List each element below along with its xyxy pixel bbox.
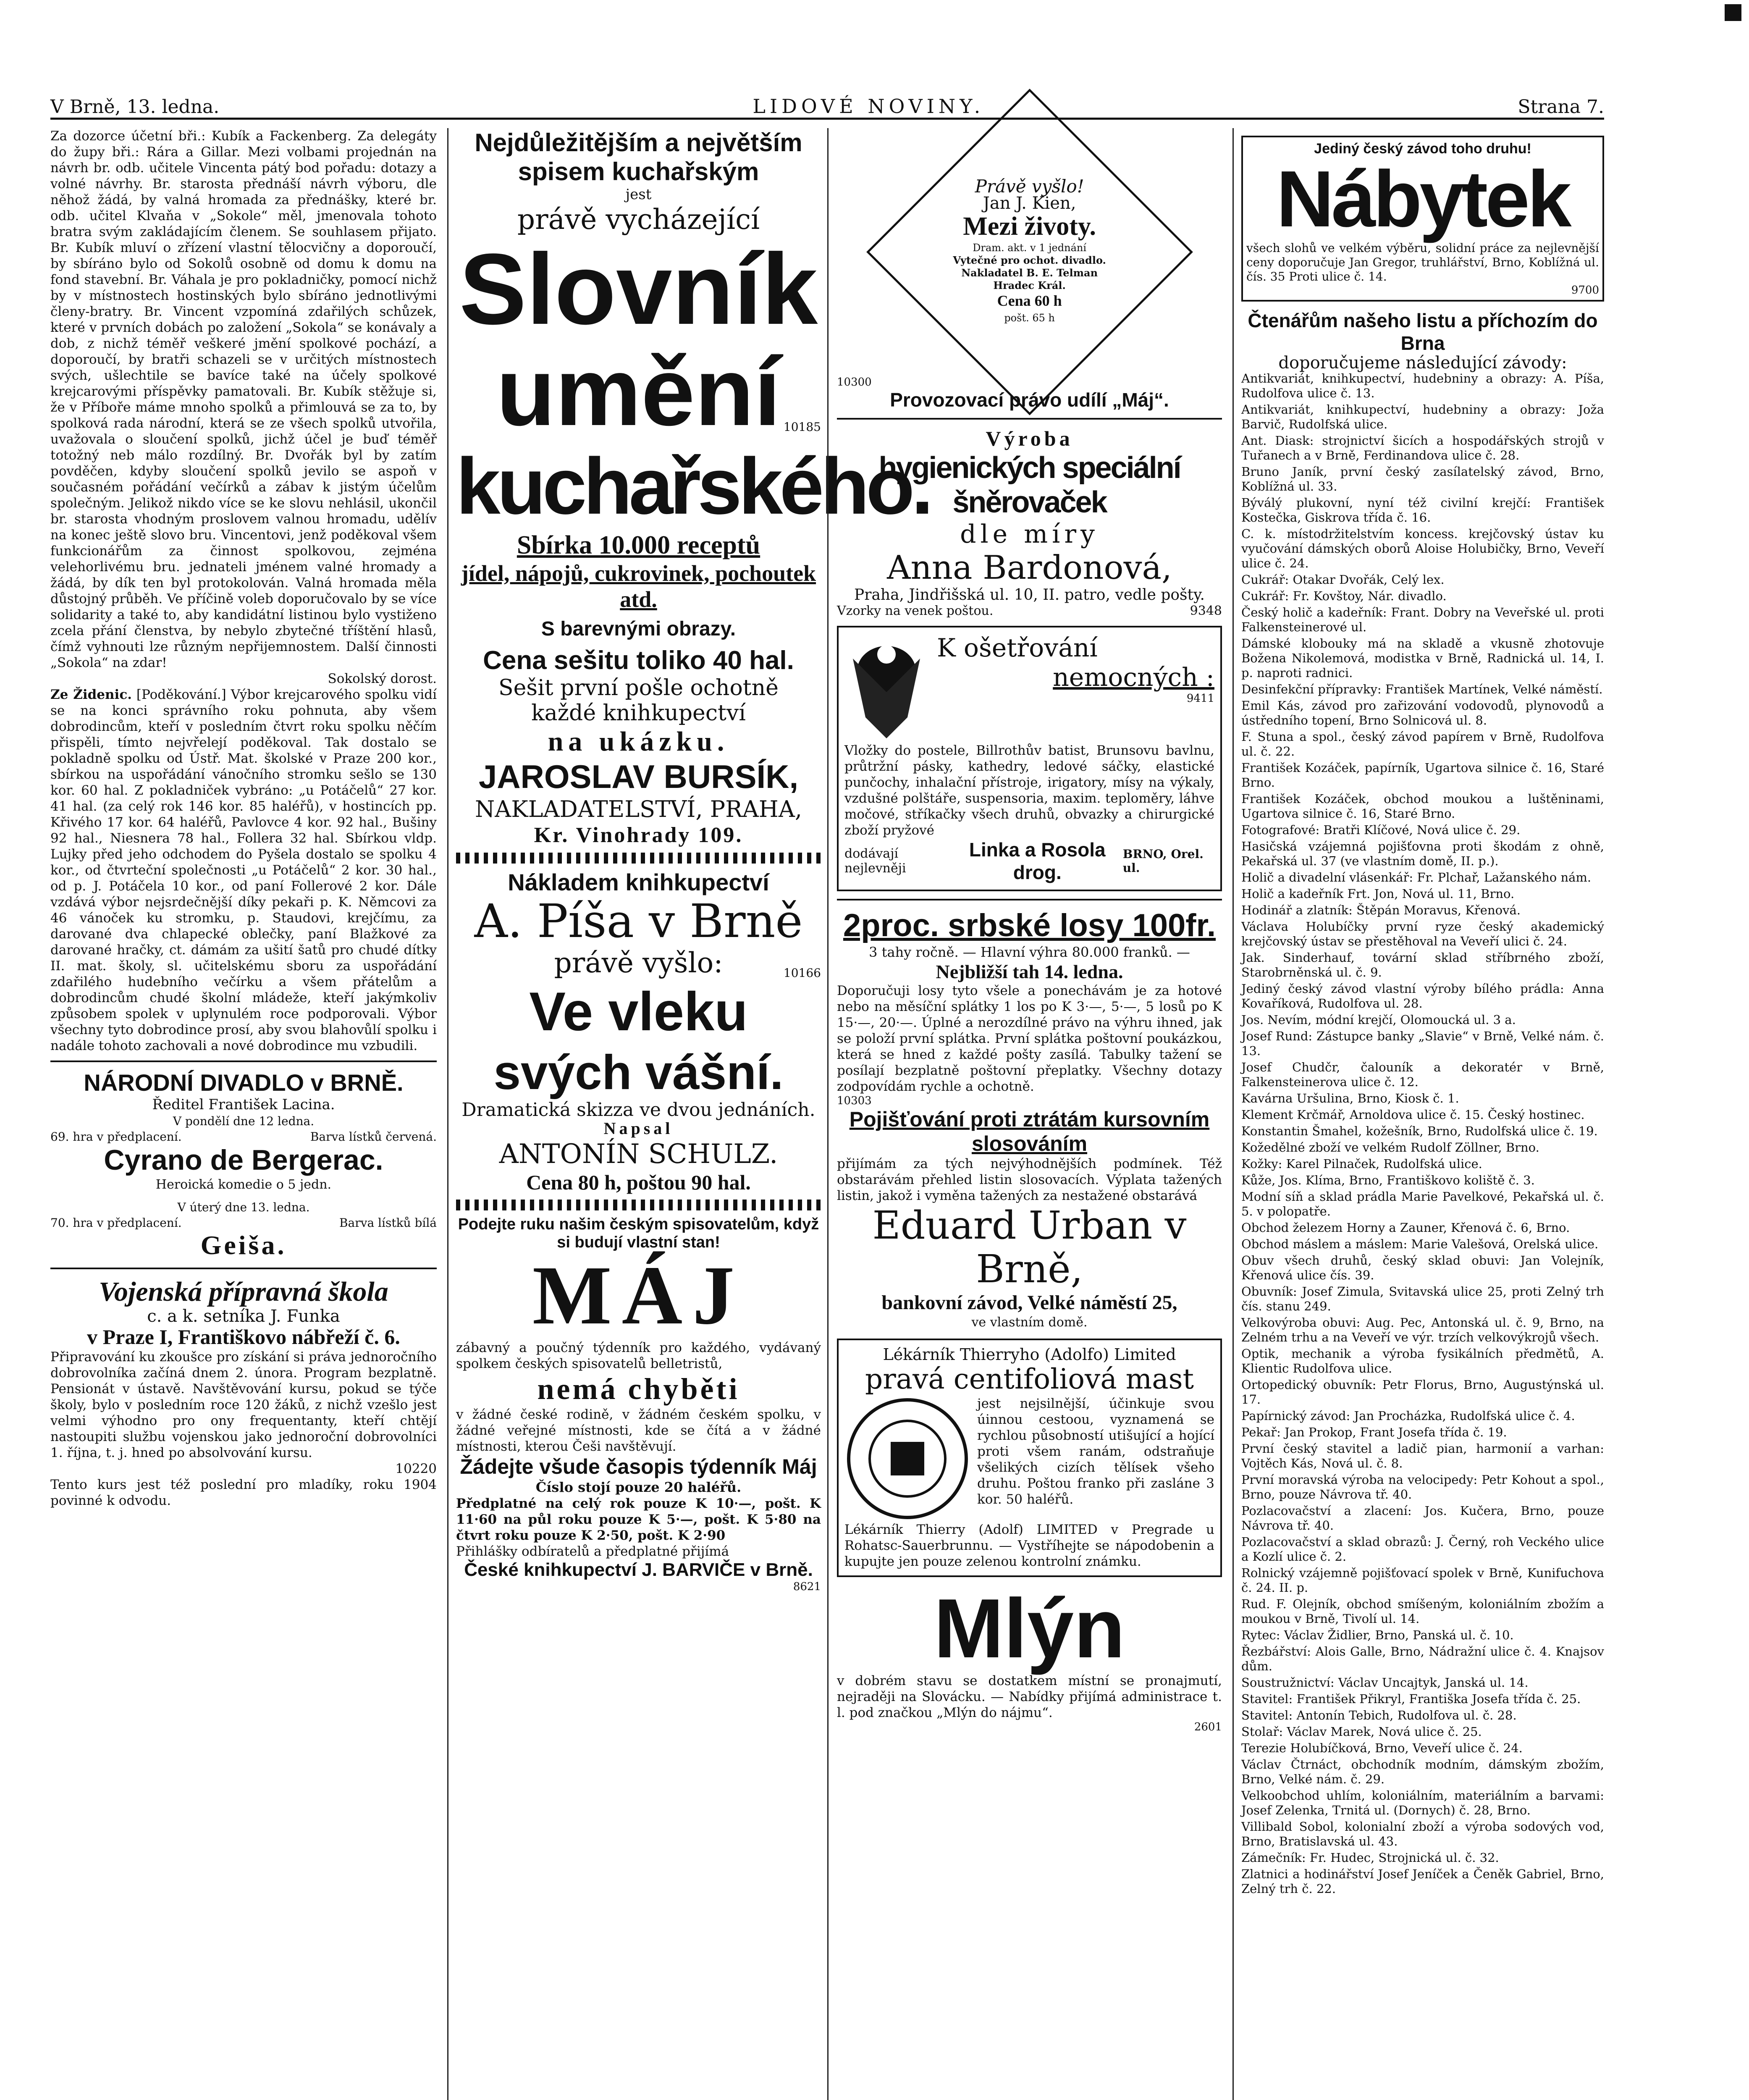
business-list-item: Obuv všech druhů, český sklad obuvi: Jan Volejník, Křenová ulice čís. 39. xyxy=(1241,1253,1604,1282)
maj-prihlasky: Přihlášky odbíratelů a předplatné přijímá xyxy=(456,1544,729,1559)
header-date: V Brně, 13. ledna. xyxy=(50,96,220,118)
nabytek-head: Jediný český závod toho druhu! xyxy=(1314,141,1531,157)
theatre-play2: Geiša. xyxy=(200,1230,287,1260)
losy-number: 10303 xyxy=(837,1095,872,1107)
mlyn-title: Mlýn xyxy=(933,1582,1125,1675)
school-number: 10220 xyxy=(395,1461,437,1476)
theatre-day1: V pondělí dne 12 ledna. xyxy=(173,1114,315,1128)
osetrovani-text: Vložky do postele, Billrothův batist, Brunsovu bavlnu, průtržní pásky, kathedry, ledové sáčky, elastické punčochy, inhalační přístroje, irigatory, mísy na výkaly, vzdušné polštáře, suspensoria, maxim. teploměry, láhve močové, stříkačky všech druhů, obvazky a chirurgické zboží pryžové xyxy=(844,743,1214,838)
business-list-item: Kožky: Karel Pilnaček, Rudolfská ulice. xyxy=(1241,1157,1482,1171)
thierry-ad xyxy=(837,1339,1222,1577)
eagle-icon xyxy=(844,633,928,743)
book-price: Cena 80 h, poštou 90 hal. xyxy=(526,1171,751,1194)
business-list-item: Stavitel: František Přikryl, Františka Josefa třída č. 25. xyxy=(1241,1692,1581,1706)
theatre-perf2: 70. hra v předplacení. xyxy=(50,1216,182,1230)
business-list-item: Kůže, Jos. Klíma, Brno, Františkovo koliště č. 3. xyxy=(1241,1173,1535,1187)
business-list-item: Fotografové: Bratři Klíčové, Nová ulice č. 29. xyxy=(1241,823,1521,837)
header-page: Strana 7. xyxy=(1518,96,1604,118)
article-zidenice-head: Ze Židenic. xyxy=(50,687,132,702)
losy-tahy: 3 tahy ročně. — Hlavní výhra 80.000 franků. — xyxy=(869,944,1190,960)
maj-nema: nemá chyběti xyxy=(537,1372,740,1406)
pojist-text: přijímám za tých nejvýhodnějších podmínek. Též obstarávám přehled listin slosovacích. Výplata tažených listin, jakož i vyměna tažených za nestažené obstarává xyxy=(837,1156,1222,1203)
nabytek-title: Nábytek xyxy=(1276,155,1569,244)
bardonova-dlemiry: dle míry xyxy=(960,520,1099,549)
business-list-item: Býválý plukovní, nyní též civilní krejčí: František Kostečka, Giskrova třída č. 16. xyxy=(1241,496,1604,525)
column-1 xyxy=(50,128,437,2100)
mezi-number: 10300 xyxy=(837,376,872,388)
ornament-rule xyxy=(456,853,821,864)
losy-nejblizsi: Nejbližší tah 14. ledna. xyxy=(936,961,1123,982)
mezi-desc2: Vytečné pro ochot. divadlo. xyxy=(953,254,1106,266)
maj-cislo: Číslo stojí pouze 20 haléřů. xyxy=(535,1479,742,1495)
business-list-item: Josef Chudčr, čalouník a dekoratér v Brně, Falkensteinerova ulice č. 12. xyxy=(1241,1060,1604,1089)
article-sokol-signature: Sokolský dorost. xyxy=(328,671,437,686)
business-list-item: Klement Krčmář, Arnoldova ulice č. 15. Český hostinec. xyxy=(1241,1108,1585,1122)
urban-vlastnim: ve vlastním domě. xyxy=(971,1315,1088,1330)
thierry-seal-icon xyxy=(844,1396,970,1522)
thierry-head2: pravá centifoliová mast xyxy=(865,1363,1194,1395)
book-title1: Ve vleku xyxy=(529,981,748,1042)
slovnik-title3: kuchařského. xyxy=(456,442,930,531)
maj-predplatne: Předplatné na celý rok pouze K 10·—, pošt. K 11·60 na půl roku pouze K 5·—, pošt. K 5·80 na čtvrt roku pouze K 2·50, pošt. K 2·90 xyxy=(456,1496,821,1543)
business-list-item: Holič a kadeřník Frt. Jon, Nová ul. 11, Brno. xyxy=(1241,887,1515,901)
theatre-day2: V úterý dne 13. ledna. xyxy=(177,1200,310,1214)
business-list-item: Emil Kás, závod pro zařizování vodovodů, plynovodů a ústředního topení, Brno Solnicová ul. 8. xyxy=(1241,698,1604,727)
slovnik-lead3: jest xyxy=(625,186,652,203)
maj-title: MÁJ xyxy=(532,1249,745,1342)
mezi-price: Cena 60 h xyxy=(997,292,1062,309)
ctenar-title: Čtenářům našeho listu a příchozím do Brna xyxy=(1248,310,1598,354)
header-title: LIDOVÉ NOVINY. xyxy=(753,95,985,118)
slovnik-ukazku: na ukázku. xyxy=(548,726,729,757)
urban-bank: bankovní závod, Velké náměstí 25, xyxy=(881,1292,1177,1314)
newspaper-page xyxy=(50,88,1604,2100)
slovnik-sesit2: každé knihkupectví xyxy=(531,701,746,726)
school-text: Připravování ku zkoušce pro získání si práva jednoročního dobrovolníka začíná dnem 2. února. Program bezplatně. Pensionát v ústavě. Navštěvování kursu, pokud se týče školy, bylo v posledním roce 120 žáků, z nichž vzešlo jest velmi výhodno pro ony frequentanty, kteří chtějí nastoupiti službu vojenskou jako jednoroční dobrovolníci 1. října, t. j. hned po absolvování kursu. xyxy=(50,1349,437,1460)
business-list-item: Obchod železem Horny a Zauner, Křenová č. 6, Brno. xyxy=(1241,1221,1570,1235)
mezi-zivoty-ad xyxy=(866,89,1193,415)
business-list-item: První moravská výroba na velocipedy: Petr Kohout a spol., Brno, pouze Návrova tř. 40. xyxy=(1241,1473,1604,1502)
mezi-provoz: Provozovací právo udílí „Máj“. xyxy=(890,389,1169,411)
osetrovani-title1: K ošetřování xyxy=(937,633,1098,663)
mezi-desc1: Dram. akt. v 1 jednání xyxy=(973,242,1086,254)
business-list-item: František Kozáček, obchod moukou a luštěninami, Ugartova silnice č. 16, Staré Brno. xyxy=(1241,792,1604,821)
bardonova-vyroba: Výroba xyxy=(986,427,1073,450)
mezi-title: Mezi životy. xyxy=(963,212,1096,241)
osetrovani-brno: BRNO, Orel. ul. xyxy=(1122,847,1204,875)
business-list-item: Jos. Nevím, módní krejčí, Olomoucká ul. 3 a. xyxy=(1241,1013,1516,1027)
business-list-item: Cukrář: Fr. Kovštoy, Nár. divadlo. xyxy=(1241,589,1447,603)
business-list-item: Rud. F. Olejník, obchod smíšeným, koloniálním zbožím a moukou v Brně, Tivolí ul. 14. xyxy=(1241,1597,1604,1626)
business-list-item: Holič a divadelní vlásenkář: Fr. Plchař, Lažanského nám. xyxy=(1241,870,1592,885)
school-sub: c. a k. setníka J. Funka xyxy=(147,1307,340,1326)
school-ad xyxy=(50,1276,437,1509)
business-list-item: Antikvariát, knihkupectví, hudebniny a obrazy: A. Píša, Rudolfova ulice č. 13. xyxy=(1241,371,1604,400)
business-list-item: Český holič a kadeřník: Frant. Dobry na Veveřské ul. proti Falkensteinerové ul. xyxy=(1241,605,1604,634)
pisa-naklad: Nákladem knihkupectví xyxy=(508,869,769,895)
maj-number: 8621 xyxy=(793,1580,821,1593)
maj-text: zábavný a poučný týdenník pro každého, vydávaný spolkem českých spisovatelů belletristů, xyxy=(456,1340,821,1371)
slovnik-lead4: právě vycházející xyxy=(517,203,760,236)
book-desc: Dramatická skizza ve dvou jednáních. xyxy=(462,1099,816,1121)
bursik-address: Kr. Vinohrady 109. xyxy=(534,823,743,847)
theatre-play1: Cyrano de Bergerac. xyxy=(104,1144,383,1176)
mezi-desc4: Hradec Král. xyxy=(993,279,1066,291)
pisa-vyslo: právě vyšlo: xyxy=(554,947,723,979)
theatre-genre1: Heroická komedie o 5 jedn. xyxy=(155,1177,332,1192)
pojist-title: Pojišťování proti ztrátám kursovním slosováním xyxy=(849,1108,1210,1155)
business-list-item: Zlatnici a hodinářství Josef Jeníček a Čeněk Gabriel, Brno, Zelný trh č. 22. xyxy=(1241,1867,1604,1896)
slovnik-sbirka: Sbírka 10.000 receptů xyxy=(517,531,760,559)
bardonova-hyg: hygienických speciální šněrovaček xyxy=(878,451,1180,519)
business-list-item: Zámečník: Fr. Hudec, Strojnická ul. č. 32. xyxy=(1241,1851,1499,1865)
nabytek-ad xyxy=(1241,136,1604,302)
business-list-item: Řezbářství: Alois Galle, Brno, Nádražní ulice č. 4. Knajsov dům. xyxy=(1241,1644,1604,1673)
mlyn-text: v dobrém stavu se dostatkem místní se pronajmutí, nejraději na Slovácku. — Nabídky přijímá administrace t. l. pod značkou „Mlýn do nájmu“. xyxy=(837,1673,1222,1720)
business-list-item: První český stavitel a ladič pian, harmonií a varhan: Vojtěch Kás, Nová ul. č. 8. xyxy=(1241,1441,1604,1470)
maj-intro: Podejte ruku našim českým spisovatelům, když si budují vlastní stan! xyxy=(458,1215,819,1251)
business-list-item: Modní síň a sklad prádla Marie Pavelkové, Pekařská ul. č. 5. v polopatře. xyxy=(1241,1189,1604,1218)
slovnik-lead2: spisem kuchařským xyxy=(518,158,759,186)
theatre-ad xyxy=(50,1069,437,1261)
business-list-item: Konstantin Šmahel, kožešník, Brno, Rudolfská ulice č. 19. xyxy=(1241,1124,1598,1138)
bardonova-number: 9348 xyxy=(1190,604,1222,618)
maj-zadejte: Žádejte všude časopis týdenník Máj xyxy=(460,1455,817,1478)
losy-text: Doporučuji losy tyto všele a ponechávám je za hotové nebo na měsíční splátky 1 los po K 3·—, 5·—, 5 losů po K 15·—, 20·—. Úplné a nerozdílné právo na výhru ihned, jak se položí první splátka. První splátka poštovní poukázkou, která se hned z každé pošty zasílá. Tabulky tažení se posílají bezplatně poštovní přeplatky. Všechny dotazy zodpovídám rychle a ochotně. xyxy=(837,983,1222,1094)
business-list-item: Papírnický závod: Jan Procházka, Rudolfská ulice č. 4. xyxy=(1241,1409,1575,1423)
slovnik-number: 10185 xyxy=(783,420,821,434)
nabytek-number: 9700 xyxy=(1571,284,1599,297)
business-list-item: Villibald Sobol, kolonialní zboží a výroba sodových vod, Brno, Bratislavská ul. 43. xyxy=(1241,1819,1604,1848)
corner-mark xyxy=(1725,4,1741,21)
business-list-item: Rolnický vzájemně pojišťovací spolek v Brně, Kunifuchova č. 24. II. p. xyxy=(1241,1566,1604,1595)
article-zidenice: Výbor krejcarového spolku vidí se na konci správního roku pohnuta, aby všem dobrodincům, kteří v posledním čtvrt roku spolku něčím přispěli, tímto nejvřelejí poděkoval. Tak dostalo se pokladně spolku od Ústř. Mat. školské v Praze 200 kor., sbírkou na uspořádání vánočního stromku sešlo se 130 kor. 60 hal. Z pokladniček vybráno: „u Potáčelů“ 27 kor. 41 hal. (za celý rok 146 kor. 85 haléřů), v hostincích pp. Křivého 17 kor. 64 haléřů, Pavlovce 4 kor. 92 hal., Bušiny 92 hal., Niesnera 78 hal., Follera 32 hal. Sbírkou vldp. Lujky před jeho odchodem do Pyšela dostalo se spolku 4 kor., od čtvrteční společnosti „u Potáčelů“ 2 kor. 30 hal., od p. J. Potáčela 10 kor., od paní Follerové 2 kor. Dále vzdává výbor nejsrdečnější díky pekaři p. K. Němcovi za 46 vánoček ku stromku, p. Staudovi, krejčímu, za darované dva chlapecké oblečky, paní Blažkové za darované hračky, ct. dámám za ušití šatů pro chudé dítky II. mat. školy, sl. učitelskému sboru za uspořádání zdařilého hudebního večírku a všem přátelům a dobrodincům chudé školní mládeže, kteří jakýmkoliv způsobem spolek v uplynulém roce podporovali. Výbor všechny tyto dobrodince prosí, aby svou blahovůlí spolku i nadále tohoto zachovali a nové dobrodince mu vzbudili. xyxy=(50,687,437,1053)
nabytek-text: všech slohů ve velkém výběru, solidní práce za nejlevnější ceny doporučuje Jan Gregor, truhlářství, Brno, Koblížná ul. čís. 35 Proti ulice č. 14. xyxy=(1246,241,1599,284)
book-title2: svých vášní. xyxy=(493,1045,784,1100)
theatre-perf1: 69. hra v předplacení. xyxy=(50,1130,182,1144)
slovnik-sesit1: Sešit první pošle ochotně xyxy=(498,675,779,701)
business-list-item: Josef Rund: Zástupce banky „Slavie“ v Brně, Velké nám. č. 13. xyxy=(1241,1029,1604,1058)
urban-name: Eduard Urban v Brně, xyxy=(872,1203,1187,1292)
article-sokol: Za dozorce účetní bři.: Kubík a Fackenberg. Za delegáty do župy bři.: Rára a Gillar. Mezi volbami projednán na návrh br. odb. učitele Vincenta pátý bod pořadu: dotazy a volné návrhy. Br. starosta přednáší návrh výboru, dle něhož žádá, by valná hromada za přednášky, které br. odb. učitel Klvaňa v „Sokole“ měl, jmenovala tohoto bratra svým zakládajícím členem. Se souhlasem přijato. Br. Kubík mluví o zřízení vlastní tělocvičny a doporoučí, by sbíráno bylo od Sokolů osobně od domu k domu na fond stavební. Br. Váhala je pro pokladničky, pomocí nichž by v místnostech hostinských bylo sbíráno jednotlivými členy-bratry. Br. Vincent vzpomíná zdařilých schůzek, které v prvních dobách po založení „Sokola“ se konávaly a dob, z nichž téměř veškeré jmění spolkové pochází, a doporoučí, by bratři schazeli se v určitých místnostech svých, ušlechtile se bavíce také na účely spolkové krejcarovými příspěvky pamatovali. Br. Kubík stěžuje si, že v Příboře máme mnoho spolků a přimlouvá se za to, by spolková rada národní, která se ze všech spolků utvořila, uvažovala o sloučení spolků, jichž účel je buď téměř totožný neb málo rozdílný. Br. Dvořák byl by zatím povděčen, kdyby sloučení spolků jevilo se aspoň v současném pořádání večírků a zábav k jistým účelům společným. Jelikož nikdo více se ke slovu nehlásil, ukončil br. starosta vhodným proslovem valnou hromadu, udělív na konec ještě slovo bru. Vincentovi, jenž poděkoval všem funkcionářům za činnost spolkovou, zejména velehorlivému bru. jednateli jménem valné hromady a žádá, by dík ten byl protokolován. Valná hromada měla důstojný průběh. Ve příčině voleb doporučovalo by se více solidarity a také to, aby kandidátní listinou bylo vystiženo zcela přání členstva, by nebylo zbytečné tříštění hlasů, čímž vyhnouti lze různým nepřijemnostem. Další činnosti „Sokola“ na zdar! xyxy=(50,129,437,670)
business-list-item: Antikvariát, knihkupectví, hudebniny a obrazy: Joža Barvič, Rudolfská ulice. xyxy=(1241,402,1604,431)
business-list xyxy=(1241,371,1604,1896)
school-footer: Tento kurs jest též poslední pro mladíky, roku 1904 povinné k odvodu. xyxy=(50,1477,437,1508)
mezi-desc3: Nakladatel B. E. Telman xyxy=(961,266,1098,279)
bursik-sub: NAKLADATELSTVÍ, PRAHA, xyxy=(475,796,802,822)
mlyn-number: 2601 xyxy=(1194,1721,1222,1733)
business-list-item: Jak. Sinderhauf, tovární sklad stříbrného zboží, Starobrněnská ul. č. 9. xyxy=(1241,950,1604,979)
pisa-number: 10166 xyxy=(783,966,821,980)
business-list-item: Velkoobchod uhlím, koloniálním, materiálním a barvami: Josef Zelenka, Trnitá ul. (Dornych) č. 28, Brno. xyxy=(1241,1788,1604,1817)
osetrovani-number: 9411 xyxy=(1186,692,1214,705)
slovnik-cena: Cena sešitu toliko 40 hal. xyxy=(483,646,794,675)
business-list-item: Pozlacovačství a zlacení: Jos. Kučera, Brno, pouze Návrova tř. 40. xyxy=(1241,1504,1604,1533)
bardonova-vzorky: Vzorky na venek poštou. xyxy=(837,604,994,618)
pisa-name: A. Píša v Brně xyxy=(474,894,803,948)
business-list-item: Jediný český závod vlastní výroby bílého prádla: Anna Kovaříková, Rudolfova ul. 28. xyxy=(1241,982,1604,1011)
osetrovani-ad xyxy=(837,626,1222,891)
business-list-item: Optik, mechanik a výroba fysikálních předmětů, A. Klientic Rudolfova ulice. xyxy=(1241,1347,1604,1376)
business-list-item: Václav Čtrnáct, obchodník modním, dámským zbožím, Brno, Velké nám. č. 29. xyxy=(1241,1757,1604,1786)
business-list-item: Ant. Diask: strojnictví šicích a hospodářských strojů v Tuřanech a v Brně, Ferdinandova ulice č. 28. xyxy=(1241,433,1604,462)
business-list-item: Hasičská vzájemná pojišťovna proti škodám z ohně, Pekařská ul. 37 (ve vlastním domě, II. p.). xyxy=(1241,839,1604,868)
business-list-item: Václava Holubíčky první ryze český akademický krejčovský ústav se přestěhoval na Veveří ulici č. 24. xyxy=(1241,919,1604,948)
theatre-director: Ředitel František Lacina. xyxy=(152,1096,335,1113)
business-list-item: Hodinář a zlatník: Štěpán Moravus, Křenová. xyxy=(1241,903,1521,917)
business-list-item: Pekař: Jan Prokop, Frant Josefa třída č. 19. xyxy=(1241,1425,1507,1439)
business-list-item: Pozlacovačství a sklad obrazů: J. Černý, roh Veckého ulice a Kozlí ulice č. 2. xyxy=(1241,1535,1604,1564)
business-list-item: František Kozáček, papírník, Ugartova silnice č. 16, Staré Brno. xyxy=(1241,761,1604,790)
article-zidenice-sub: [Poděkování.] xyxy=(136,687,226,702)
slovnik-lead1: Nejdůležitějším a největším xyxy=(475,129,802,157)
mlyn-ad xyxy=(837,1582,1222,1733)
business-list-item: Velkovýroba obuvi: Aug. Pec, Antonská ul. č. 9, Brno, na Zelném trhu a na Veveří ve výr. trzích velkovýkrojů všech. xyxy=(1241,1315,1604,1344)
business-list-item: Stavitel: Antonín Tebich, Rudolfova ul. č. 28. xyxy=(1241,1708,1517,1722)
osetrovani-dodava: dodávají nejlevněji xyxy=(844,846,906,876)
bardonova-ad xyxy=(837,426,1222,618)
page-header xyxy=(50,88,1604,120)
business-list-item: Cukrář: Otakar Dvořák, Celý lex. xyxy=(1241,572,1445,587)
ornament-rule xyxy=(456,1200,821,1210)
mezi-pravevyslo: Právě vyšlo! xyxy=(975,176,1084,197)
business-list-item: Ortopedický obuvník: Petr Florus, Brno, Augustýnská ul. 17. xyxy=(1241,1378,1604,1407)
thierry-adolf: Lékárník Thierry (Adolf) LIMITED v Pregrade u Rohatsc-Sauerbrunnu. — Vystříhejte se nápodobenin a kupujte jen pouze zelenou kontrolní známku. xyxy=(844,1522,1214,1569)
thierry-text: jest nejsilnější, účinkuje svou úinnou cestoou, vyznamená se rychlou působností utišující a hojící proti všem ranám, odstraňuje všelikých cizích tělísek všeho druhu. Poštou franko při zasláne 3 kor. 50 haléřů. xyxy=(977,1396,1214,1507)
losy-title: 2proc. srbské losy 100fr. xyxy=(843,908,1216,943)
osetrovani-title2: nemocných : xyxy=(1053,663,1214,692)
business-list-item: Obuvník: Josef Zimula, Svitavská ulice 25, proti Zelný trh čís. stanu 249. xyxy=(1241,1284,1604,1313)
business-list-item: Stolař: Václav Marek, Nová ulice č. 25. xyxy=(1241,1725,1482,1739)
theatre-color2: Barva lístků bílá xyxy=(339,1216,437,1230)
column-3 xyxy=(827,128,1222,2100)
osetrovani-linka: Linka a Rosola drog. xyxy=(969,839,1106,883)
mezi-author: Jan J. Kien, xyxy=(983,193,1076,213)
slovnik-title2: umění xyxy=(496,338,781,446)
slovnik-obrazy: S barevnými obrazy. xyxy=(541,618,736,640)
theatre-title: NÁRODNÍ DIVADLO v BRNĚ. xyxy=(84,1069,404,1096)
school-address: v Praze I, Františkovo nábřeží č. 6. xyxy=(87,1325,400,1349)
business-list-item: C. k. místodržitelstvím koncess. krejčovský ústav ku vyučování dámských oborů Aloise Holubičky, Brno, Veveří ulice č. 24. xyxy=(1241,527,1604,570)
slovnik-title1: Slovník xyxy=(459,233,818,345)
business-list-item: Terezie Holubíčková, Brno, Veveří ulice č. 24. xyxy=(1241,1741,1523,1755)
book-author: ANTONÍN SCHULZ. xyxy=(499,1139,778,1170)
business-list-item: Obchod máslem a máslem: Marie Valešová, Orelská ulice. xyxy=(1241,1237,1599,1251)
business-list-item: Kavárna Uršulina, Brno, Kiosk č. 1. xyxy=(1241,1091,1459,1105)
ctenar-doporuc: doporučujeme následující závody: xyxy=(1278,353,1567,373)
mezi-post: pošt. 65 h xyxy=(1004,312,1055,324)
bardonova-name: Anna Bardonová, xyxy=(887,549,1172,587)
business-list-item: Bruno Janík, první český zasílatelský závod, Brno, Koblížná ul. 33. xyxy=(1241,465,1604,494)
business-list-item: Kožedělné zboží ve velkém Rudolf Zöllner, Brno. xyxy=(1241,1140,1539,1155)
column-4 xyxy=(1232,128,1604,2100)
business-list-item: Desinfekční přípravky: František Martínek, Velké náměstí. xyxy=(1241,682,1603,696)
business-list-item: Rytec: Václav Židlier, Brno, Panská ul. č. 10. xyxy=(1241,1628,1514,1642)
business-list-item: F. Stuna a spol., český závod papírem v Brně, Rudolfova ul. č. 22. xyxy=(1241,730,1604,759)
bardonova-address: Praha, Jindřišská ul. 10, II. patro, vedle pošty. xyxy=(854,586,1205,604)
maj-text2: v žádné české rodině, v žádném českém spolku, v žádné veřejné místnosti, kde se čítá a v žádné místnosti, kterou Češi navštěvují. xyxy=(456,1407,821,1454)
maj-kniha: České knihkupectví J. BARVIČE v Brně. xyxy=(464,1559,813,1580)
business-list-item: Soustružnictví: Václav Uncajtyk, Janská ul. 14. xyxy=(1241,1675,1529,1690)
slovnik-jidel: jídel, nápojů, cukrovinek, pochoutek atd. xyxy=(461,561,816,612)
business-list-item: Dámské klobouky má na skladě a vkusně zhotovuje Božena Nikolemová, modistka v Brně, Radnická ul. 14, I. p. naproti radnici. xyxy=(1241,636,1604,680)
school-title: Vojenská přípravná škola xyxy=(99,1276,388,1307)
bursik-name: JAROSLAV BURSÍK, xyxy=(478,758,799,795)
theatre-color1: Barva lístků červená. xyxy=(310,1130,437,1144)
thierry-head1: Lékárník Thierryho (Adolfo) Limited xyxy=(883,1345,1176,1364)
losy-ad xyxy=(837,907,1222,1331)
book-napsal: Napsal xyxy=(603,1119,674,1138)
